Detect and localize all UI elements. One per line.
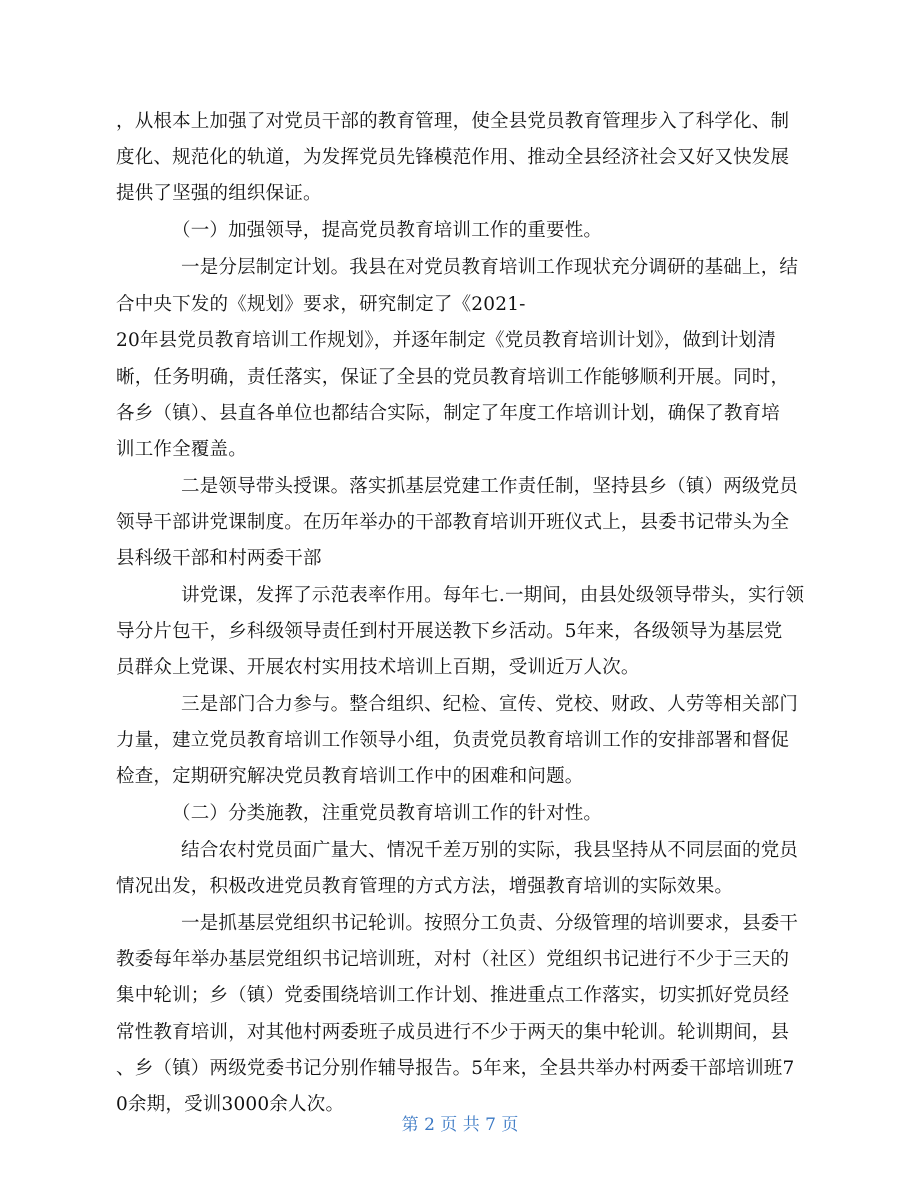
body-line: 一是分层制定计划。我县在对党员教育培训工作现状充分调研的基础上，结 xyxy=(181,257,799,278)
body-line: 二是领导带头授课。落实抓基层党建工作责任制，坚持县乡（镇）两级党员 xyxy=(181,476,799,497)
page-number-footer: 第 2 页 共 7 页 xyxy=(401,1115,519,1135)
section-heading: （二）分类施教，注重党员教育培训工作的针对性。 xyxy=(172,803,603,824)
body-line: 度化、规范化的轨道，为发挥党员先锋模范作用、推动全县经济社会又好又快发展 xyxy=(116,147,790,168)
body-line: 教委每年举办基层党组织书记培训班，对村（社区）党组织书记进行不少于三天的 xyxy=(116,949,790,970)
body-line: 提供了坚强的组织保证。 xyxy=(116,183,322,204)
body-line: ，从根本上加强了对党员干部的教育管理，使全县党员教育管理步入了科学化、制 xyxy=(116,111,790,132)
body-line: 讲党课，发挥了示范表率作用。每年七.一期间，由县处级领导带头，实行领 xyxy=(181,585,805,606)
body-line: 集中轮训；乡（镇）党委围绕培训工作计划、推进重点工作落实，切实抓好党员经 xyxy=(116,985,790,1006)
body-line: 、乡（镇）两级党委书记分别作辅导报告。5年来，全县共举办村两委干部培训班7 xyxy=(116,1058,795,1079)
body-line: 导分片包干，乡科级领导责任到村开展送教下乡活动。5年来，各级领导为基层党 xyxy=(116,621,783,642)
body-line: 员群众上党课、开展农村实用技术培训上百期，受训近万人次。 xyxy=(116,657,640,678)
section-heading: （一）加强领导，提高党员教育培训工作的重要性。 xyxy=(172,220,603,241)
body-line: 领导干部讲党课制度。在历年举办的干部教育培训开班仪式上，县委书记带头为全 xyxy=(116,512,790,533)
body-line: 合中央下发的《规划》要求，研究制定了《2021- xyxy=(116,294,526,315)
body-line: 一是抓基层党组织书记轮训。按照分工负责、分级管理的培训要求，县委干 xyxy=(181,913,799,934)
body-line: 三是部门合力参与。整合组织、纪检、宣传、党校、财政、人劳等相关部门 xyxy=(181,694,799,715)
body-line: 0余期，受训3000余人次。 xyxy=(116,1094,345,1115)
body-line: 20年县党员教育培训工作规划》，并逐年制定《党员教育培训计划》，做到计划清 xyxy=(116,330,776,351)
body-line: 常性教育培训，对其他村两委班子成员进行不少于两天的集中轮训。轮训期间，县 xyxy=(116,1022,790,1043)
body-line: 晰，任务明确，责任落实，保证了全县的党员教育培训工作能够顺利开展。同时， xyxy=(116,367,790,388)
body-line: 县科级干部和村两委干部 xyxy=(116,548,322,569)
body-line: 结合农村党员面广量大、情况千差万别的实际，我县坚持从不同层面的党员 xyxy=(181,840,799,861)
body-line: 训工作全覆盖。 xyxy=(116,439,247,460)
body-line: 力量，建立党员教育培训工作领导小组，负责党员教育培训工作的安排部署和督促 xyxy=(116,730,790,751)
body-line: 情况出发，积极改进党员教育管理的方式方法，增强教育培训的实际效果。 xyxy=(116,876,734,897)
body-line: 检查，定期研究解决党员教育培训工作中的困难和问题。 xyxy=(116,766,584,787)
body-line: 各乡（镇）、县直各单位也都结合实际，制定了年度工作培训计划，确保了教育培 xyxy=(116,403,780,424)
